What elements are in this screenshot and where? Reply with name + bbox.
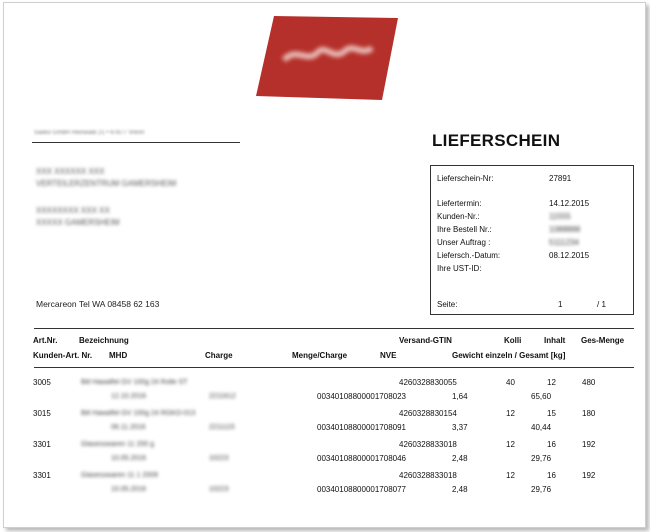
bestell-nr-value: 1088888 bbox=[549, 225, 581, 234]
item-gesamt: 29,76 bbox=[531, 454, 552, 463]
ust-id-label: Ihre UST-ID: bbox=[437, 264, 482, 273]
col-mhd: MHD bbox=[109, 351, 128, 360]
kunden-nr-label: Kunden-Nr.: bbox=[437, 212, 480, 221]
liefertermin-label: Liefertermin: bbox=[437, 199, 482, 208]
item-kolli: 12 bbox=[506, 471, 515, 480]
bestell-nr-label: Ihre Bestell Nr.: bbox=[437, 225, 492, 234]
item-gesamt: 29,76 bbox=[531, 485, 552, 494]
item-gesamt: 40,44 bbox=[531, 423, 552, 432]
item-gewicht: 2,48 bbox=[452, 454, 468, 463]
lieferschein-nr-label: Lieferschein-Nr: bbox=[437, 174, 494, 183]
item-description: Bill Hawaffel GV 100g 24 RGKO-013 bbox=[81, 410, 196, 417]
page-total: / 1 bbox=[597, 300, 606, 309]
col-menge-charge: Menge/Charge bbox=[292, 351, 348, 360]
item-nve: 00340108800001708077 bbox=[317, 485, 406, 494]
item-gesmenge: 180 bbox=[582, 409, 596, 418]
page-label: Seite: bbox=[437, 300, 458, 309]
item-charge: 10223 bbox=[209, 486, 229, 493]
page-number: 1 bbox=[558, 300, 563, 309]
item-artnr: 3301 bbox=[33, 440, 51, 449]
item-artnr: 3005 bbox=[33, 378, 51, 387]
item-gewicht: 1,64 bbox=[452, 392, 468, 401]
recipient-line-1: XXX XXXXXX XXX bbox=[36, 167, 105, 176]
auftrag-value: 5111234 bbox=[549, 238, 579, 247]
item-gtin: 4260328833018 bbox=[399, 471, 457, 480]
item-gewicht: 2,48 bbox=[452, 485, 468, 494]
kunden-nr-value: 11555 bbox=[549, 212, 571, 221]
item-gesamt: 65,60 bbox=[531, 392, 552, 401]
item-mhd: 10.05.2016 bbox=[111, 455, 147, 462]
brand-logo bbox=[256, 16, 398, 100]
col-gesmenge: Ges-Menge bbox=[581, 336, 625, 345]
item-gtin: 4260328830055 bbox=[399, 378, 457, 387]
recipient-line-2: VERTEILERZENTRUM GAMERSHEIM bbox=[36, 179, 177, 188]
item-inhalt: 16 bbox=[547, 471, 556, 480]
item-artnr: 3301 bbox=[33, 471, 51, 480]
table-header-rule bbox=[34, 367, 634, 368]
item-nve: 00340108800001708023 bbox=[317, 392, 406, 401]
delivery-info-box bbox=[430, 165, 634, 315]
item-nve: 00340108800001708091 bbox=[317, 423, 406, 432]
item-inhalt: 12 bbox=[547, 378, 556, 387]
table-top-rule bbox=[34, 328, 634, 329]
col-gewicht: Gewicht einzeln / Gesamt [kg] bbox=[452, 351, 566, 360]
sender-address-line: Saeko GmbH Heinwald 21 • 47877 Vrenn bbox=[34, 130, 145, 136]
item-artnr: 3015 bbox=[33, 409, 51, 418]
lieferschein-datum-label: Liefersch.-Datum: bbox=[437, 251, 501, 260]
col-kunden-artnr: Kunden-Art. Nr. bbox=[33, 351, 93, 360]
item-charge: 10223 bbox=[209, 455, 229, 462]
item-description: Glasesswaren 11 200 g bbox=[81, 441, 155, 448]
item-kolli: 12 bbox=[506, 440, 515, 449]
col-kolli: Kolli bbox=[504, 336, 522, 345]
recipient-line-3: XXXXXXXX XXX XX bbox=[36, 206, 110, 215]
item-inhalt: 15 bbox=[547, 409, 556, 418]
item-mhd: 12.10.2016 bbox=[111, 393, 147, 400]
contact-line: Mercareon Tel WA 08458 62 163 bbox=[36, 299, 160, 309]
item-gtin: 4260328833018 bbox=[399, 440, 457, 449]
item-mhd: 10.05.2016 bbox=[111, 486, 147, 493]
item-inhalt: 16 bbox=[547, 440, 556, 449]
col-inhalt: Inhalt bbox=[544, 336, 566, 345]
document-title: LIEFERSCHEIN bbox=[432, 131, 561, 150]
item-kolli: 40 bbox=[506, 378, 515, 387]
col-charge: Charge bbox=[205, 351, 233, 360]
lieferschein-nr-value: 27891 bbox=[549, 174, 572, 183]
item-kolli: 12 bbox=[506, 409, 515, 418]
delivery-note-page bbox=[3, 2, 646, 528]
item-description: Bill Hawaffel GV 100g 24 Rolle ST bbox=[81, 379, 188, 386]
item-charge: 2211612 bbox=[209, 393, 236, 400]
col-gtin: Versand-GTIN bbox=[399, 336, 452, 345]
item-nve: 00340108800001708046 bbox=[317, 454, 406, 463]
col-nve: NVE bbox=[380, 351, 397, 360]
item-gesmenge: 192 bbox=[582, 440, 596, 449]
lieferschein-datum-value: 08.12.2015 bbox=[549, 251, 590, 260]
item-gesmenge: 192 bbox=[582, 471, 596, 480]
item-gesmenge: 480 bbox=[582, 378, 596, 387]
sender-divider bbox=[32, 142, 240, 143]
item-mhd: 06.11.2016 bbox=[111, 424, 146, 431]
recipient-line-4: XXXXX GAMERSHEIM bbox=[36, 218, 120, 227]
item-description: Glasesswaren 11 1 2009 bbox=[81, 472, 158, 479]
item-gewicht: 3,37 bbox=[452, 423, 468, 432]
liefertermin-value: 14.12.2015 bbox=[549, 199, 590, 208]
item-charge: 2211115 bbox=[209, 424, 235, 431]
auftrag-label: Unser Auftrag : bbox=[437, 238, 491, 247]
item-gtin: 4260328830154 bbox=[399, 409, 457, 418]
col-artnr: Art.Nr. bbox=[33, 336, 58, 345]
col-bezeichnung: Bezeichnung bbox=[79, 336, 129, 345]
